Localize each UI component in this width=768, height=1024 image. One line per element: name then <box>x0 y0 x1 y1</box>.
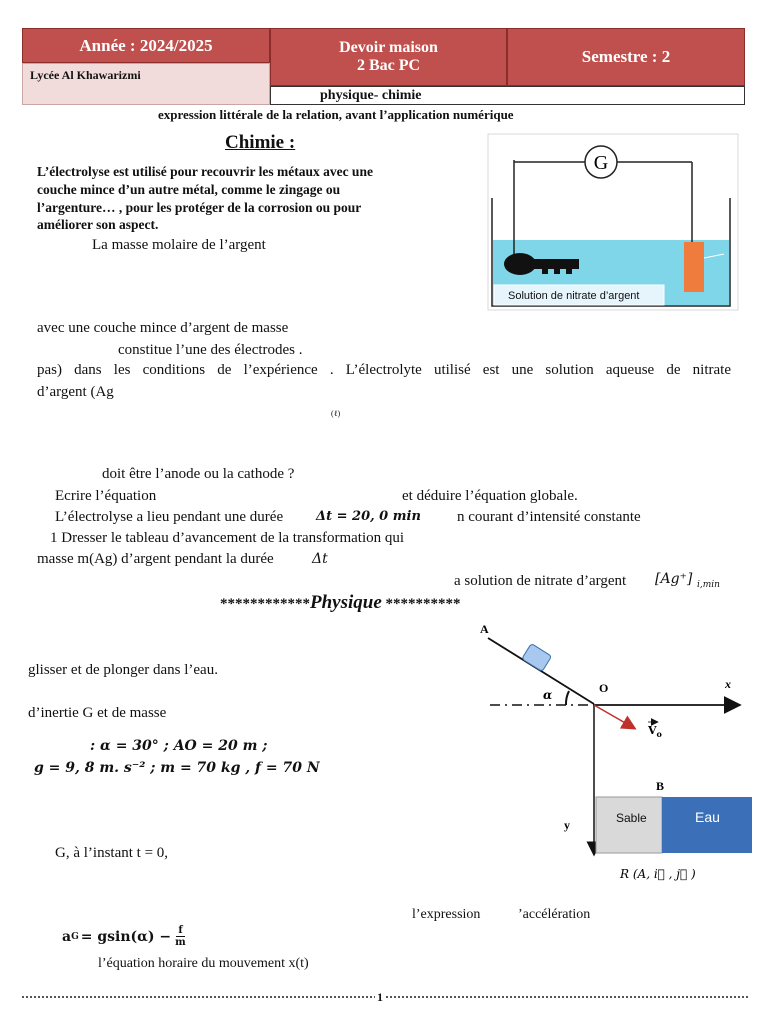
point-B-label: B <box>656 779 665 793</box>
page-number: 1 <box>377 990 383 1004</box>
chimie-line-3: pas) dans les conditions de l’expérience . L’électrolyte utilisé est une solution aqueuse de nitrate <box>37 362 731 378</box>
sand-label: Sable <box>616 811 647 825</box>
question-2a: Ecrire l’équation <box>55 488 157 504</box>
title-line-1: Devoir maison <box>339 39 438 56</box>
velocity-vector <box>594 705 634 728</box>
footer-rule <box>22 996 748 998</box>
sand-zone <box>596 797 662 853</box>
electrolysis-figure <box>484 130 744 315</box>
physique-line-3: G, à l’instant t = 0, <box>55 845 169 861</box>
physique-data-2: g = 9, 8 m. s⁻² ; m = 70 kg , f = 70 N <box>34 760 320 776</box>
physique-stars-left: ************ <box>220 596 310 612</box>
question-3-duration: Δt = 20, 0 min <box>316 509 421 524</box>
acceleration-formula <box>62 925 186 948</box>
physique-data-1: : α = 30° ; AO = 20 m ; <box>90 738 268 754</box>
chimie-line-1: avec une couche mince d’argent de masse <box>37 320 289 336</box>
physique-stars-right: ********** <box>381 596 461 612</box>
sliding-block-icon <box>522 644 552 672</box>
velocity-subscript: o <box>656 729 662 739</box>
angle-arc <box>566 691 569 705</box>
question-1: doit être l’anode ou la cathode ? <box>102 466 295 482</box>
subject: physique- chimie <box>320 88 422 103</box>
chimie-line-4: d’argent (Ag <box>37 384 114 400</box>
chimie-intro-1: L’électrolyse est utilisé pour recouvrir les métaux avec une <box>37 164 373 179</box>
physique-line-2: d’inertie G et de masse <box>28 705 167 721</box>
title-line-2: 2 Bac PC <box>356 57 421 74</box>
velocity-symbol: V <box>648 724 657 737</box>
title-cell <box>270 28 507 86</box>
formula-lhs-subscript: G <box>71 931 79 942</box>
formula-lhs: a <box>62 928 72 945</box>
question-5a: masse m(Ag) d’argent pendant la durée <box>37 551 274 567</box>
formula-mid: = gsin(α) − <box>80 928 172 945</box>
water-label: Eau <box>695 809 720 825</box>
y-axis-label: y <box>564 818 570 832</box>
motion-figure <box>470 610 760 890</box>
formula-numerator: f <box>178 925 183 936</box>
physique-line-4a: l’expression <box>412 907 481 922</box>
formula-denominator: m <box>175 937 186 948</box>
water-zone <box>662 797 752 853</box>
semester-cell: Semestre : 2 <box>507 28 745 86</box>
x-axis-label: x <box>725 677 731 691</box>
question-3b: n courant d’intensité constante <box>457 509 641 525</box>
velocity-label <box>647 724 663 739</box>
chimie-intro-2: couche mince d’un autre métal, comme le zingage ou <box>37 182 341 197</box>
physique-title: Physique <box>310 592 382 613</box>
molar-mass-text: La masse molaire de l’argent <box>92 237 266 253</box>
year-cell: Année : 2024/2025 <box>22 28 270 63</box>
solution-label: Solution de nitrate d’argent <box>508 290 640 302</box>
instruction: expression littérale de la relation, avant l’application numérique <box>158 107 514 122</box>
reference-frame-label: R (A, i⃗ , j⃗ ) <box>620 867 696 881</box>
question-2b: et déduire l’équation globale. <box>402 488 578 504</box>
galvanometer-label: G <box>593 152 609 174</box>
chimie-line-5: (ℓ) <box>331 409 341 418</box>
formula-fraction <box>175 925 186 948</box>
chimie-intro-3: l’argenture… , pour les protéger de la corrosion ou pour <box>37 200 362 215</box>
angle-alpha-label: α <box>543 688 553 702</box>
silver-electrode <box>684 242 704 292</box>
point-A-label: A <box>480 622 489 636</box>
question-4: 1 Dresser le tableau d’avancement de la transformation qui <box>50 530 405 546</box>
chimie-line-2: constitue l’une des électrodes . <box>118 342 303 358</box>
point-O-label: O <box>599 681 609 695</box>
physique-line-1: glisser et de plonger dans l’eau. <box>28 662 218 678</box>
chimie-title: Chimie : <box>225 132 296 153</box>
physique-line-5: l’équation horaire du mouvement x(t) <box>98 956 309 971</box>
question-3a: L’électrolyse a lieu pendant une durée <box>55 509 284 525</box>
question-6-concentration: [Ag⁺] <box>655 571 693 587</box>
physique-line-4b: ’accélération <box>518 907 591 922</box>
question-6-concentration-subscript: i,min <box>697 580 720 590</box>
school-name: Lycée Al Khawarizmi <box>30 68 141 82</box>
physique-title-row <box>220 592 461 615</box>
chimie-intro-4: améliorer son aspect. <box>37 217 159 232</box>
question-5-duration: Δt <box>312 551 328 567</box>
question-6: a solution de nitrate d’argent <box>454 573 627 589</box>
